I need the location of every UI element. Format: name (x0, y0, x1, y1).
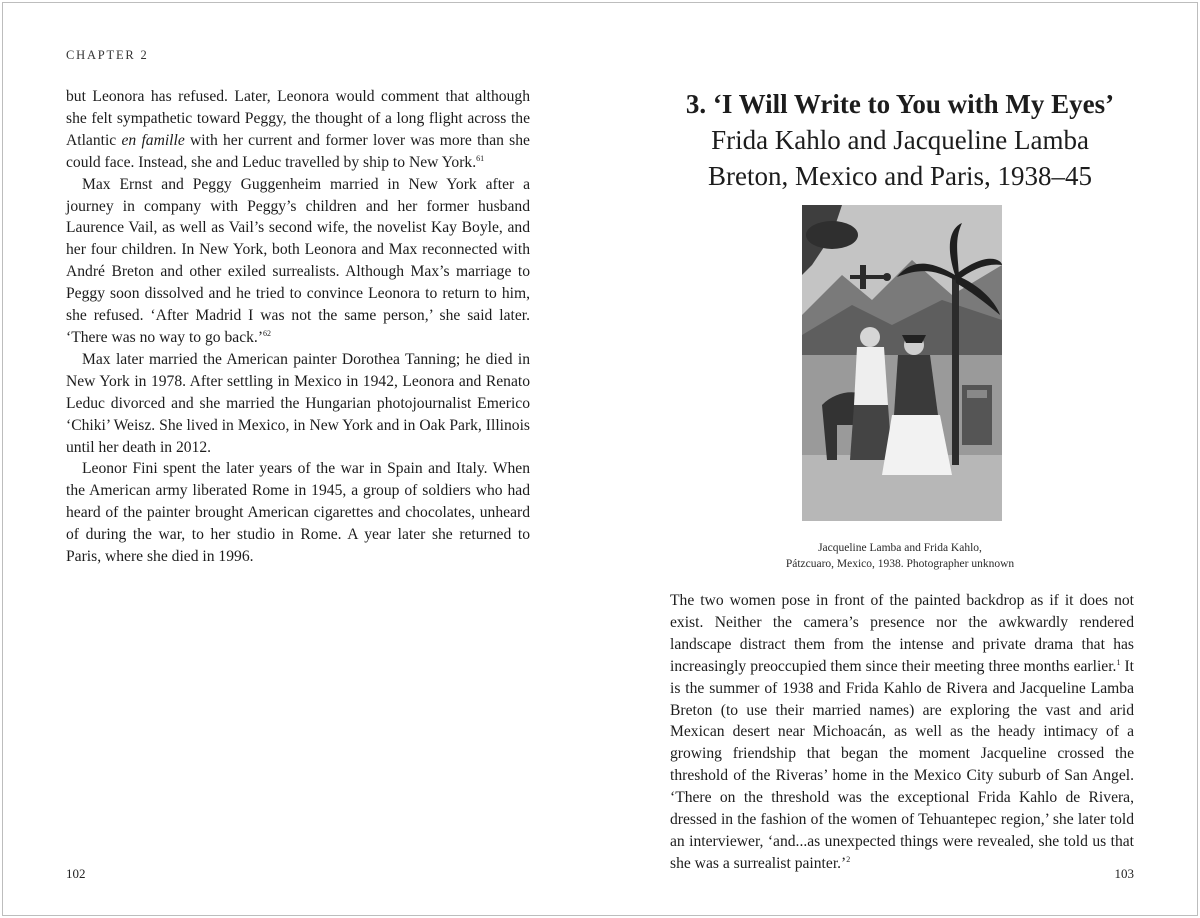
footnote-ref: 61 (476, 153, 485, 163)
photo-illustration (802, 205, 1002, 521)
footnote-ref: 62 (263, 328, 272, 338)
page-number: 102 (66, 866, 86, 881)
page-number: 103 (1114, 866, 1134, 881)
italic-text: en famille (121, 131, 185, 149)
footnote-ref: 1 (1116, 657, 1121, 667)
text-run: It is the summer of 1938 and Frida Kahlo de Rivera and Jacqueline Lamba Breton (to use their married names) are exploring the vast and arid Mexican desert near Michoacán, as well as the heady intimacy of a growing friendship that began the moment Jacqueline crossed the threshold of the Riveras’ home in the Mexico City suburb of San Angel. ‘There on the threshold was the exceptional Frida Kahlo de Rivera, dressed in the fashion of the women of Tehuantepec region,’ she later told an interviewer, ‘and...as unexpected things were revealed, she told us that she was a surrealist painter.’ (670, 657, 1134, 872)
running-head: CHAPTER 2 (66, 48, 149, 62)
right-body-text (670, 590, 1134, 875)
chapter-subtitle-line: Breton, Mexico and Paris, 1938–45 (708, 161, 1092, 191)
caption-line: Jacqueline Lamba and Frida Kahlo, (818, 542, 982, 554)
photo-caption (600, 540, 1200, 572)
photograph-icon (802, 205, 1002, 521)
chapter-heading (600, 86, 1200, 194)
right-page (600, 0, 1200, 918)
left-body-text (66, 86, 530, 568)
text-run: Max Ernst and Peggy Guggenheim married in New York after a journey in company with Peggy’s children and her former husband Laurence Vail, as well as Vail’s second wife, the novelist Kay Boyle, and her four children. In New York, both Leonora and Max reconnected with André Breton and other exiled surrealists. Although Max’s marriage to Peggy soon dissolved and he tried to convince Leonora to return to him, she refused. ‘After Madrid I was not the same person,’ she said later. ‘There was no way to go back.’ (66, 175, 530, 346)
text-run: Leonor Fini spent the later years of the war in Spain and Italy. When the American army liberated Rome in 1945, a group of soldiers who had heard of the painter brought American cigarettes and chocolates, unheard of during the war, to her studio in Rome. A year later she returned to Paris, where she died in 1996. (66, 460, 530, 566)
paragraph (66, 458, 530, 568)
caption-line: Pátzcuaro, Mexico, 1938. Photographer unknown (785, 558, 1015, 570)
paragraph (670, 590, 1134, 875)
chapter-subtitle-line: Frida Kahlo and Jacqueline Lamba (711, 125, 1089, 155)
chapter-title: 3. ‘I Will Write to You with My Eyes’ (685, 89, 1115, 119)
text-run: Max later married the American painter Dorothea Tanning; he died in New York in 1978. After settling in Mexico in 1942, Leonora and Renato Leduc divorced and she married the Hungarian photojournalist Emerico ‘Chiki’ Weisz. She lived in Mexico, in New York and in Oak Park, Illinois until her death in 2012. (66, 350, 530, 456)
text-run: with her current and former lover was more than she could face. Instead, she and Leduc travelled by ship to New York. (66, 131, 530, 171)
text-run: The two women pose in front of the painted backdrop as if it does not exist. Neither the camera’s presence nor the awkwardly rendered landscape distract them from the intense and private drama that has increasingly preoccupied them since their meeting three months earlier. (670, 592, 1134, 675)
paragraph (66, 86, 530, 174)
paragraph (66, 174, 530, 349)
paragraph (66, 349, 530, 459)
footnote-ref: 2 (846, 854, 851, 864)
text-run: but Leonora has refused. Later, Leonora would comment that although she felt sympathetic toward Peggy, the thought of a long flight across the Atlantic (66, 88, 530, 149)
